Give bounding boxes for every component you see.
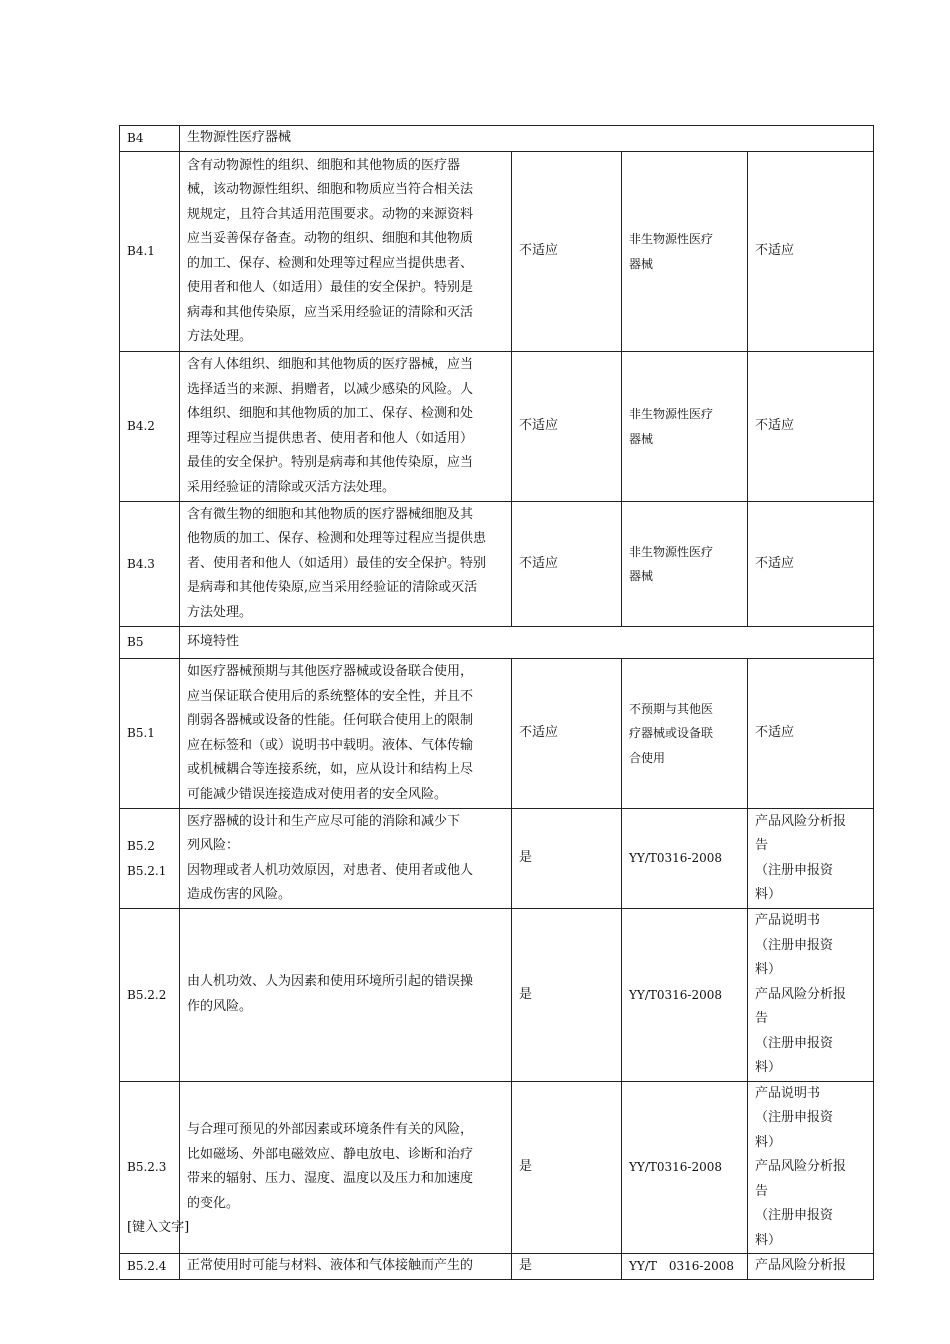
- document-cell-line: 料）: [755, 1134, 782, 1150]
- document-cell-line: 不适应: [755, 725, 795, 741]
- clause-description-line: 使用者和他人（如适用）最佳的安全保护。特别是: [187, 280, 474, 295]
- document-cell-line: （注册申报资: [755, 862, 834, 878]
- table-row: [120, 659, 874, 809]
- clause-description-line: 含有动物源性的组织、细胞和其他物质的医疗器: [187, 157, 461, 173]
- document-cell-line: 告: [755, 838, 769, 853]
- table-body: [120, 126, 874, 1280]
- clause-description-line: 如医疗器械预期与其他医疗器械或设备联合使用，: [187, 664, 474, 679]
- document-cell: [748, 1254, 874, 1280]
- clause-description: [180, 659, 512, 809]
- applicable-cell: 是: [512, 1254, 622, 1280]
- table-row: [120, 809, 874, 909]
- clause-description: [180, 1081, 512, 1254]
- table-row: [120, 352, 874, 502]
- table-row: [120, 1254, 874, 1280]
- table-row: [120, 152, 874, 352]
- clause-code-line: B4.1: [127, 244, 155, 259]
- clause-description-line: 与合理可预见的外部因素或环境条件有关的风险，: [187, 1122, 474, 1138]
- clause-code-line: B5.2.4: [127, 1259, 167, 1274]
- method-cell-line: YY/T0316-2008: [629, 987, 723, 1002]
- clause-code-line: B5.2: [127, 839, 155, 853]
- clause-description-line: 选择适当的来源、捐赠者，以减少感染的风险。人: [187, 381, 474, 397]
- clause-code: [120, 352, 180, 502]
- method-cell-line: 不预期与其他医: [629, 701, 714, 716]
- applicable-cell: 是: [512, 809, 622, 909]
- clause-description: [180, 909, 512, 1082]
- clause-description-line: 的变化。: [187, 1195, 240, 1211]
- document-cell-line: （注册申报资: [755, 1035, 834, 1051]
- method-cell-line: 非生物源性医疗: [629, 232, 714, 246]
- document-cell-line: 料）: [755, 887, 782, 902]
- clause-code-line: B4.2: [127, 419, 155, 434]
- section-title: 环境特性: [180, 627, 874, 659]
- method-cell-line: 疗器械或设备联: [629, 726, 714, 741]
- section-title: 生物源性医疗器械: [180, 126, 874, 152]
- clause-description-line: 体组织、细胞和其他物质的加工、保存、检测和处: [187, 406, 474, 421]
- method-cell-line: YY/T0316-2008: [629, 851, 723, 866]
- clause-description: [180, 502, 512, 627]
- document-cell: [748, 909, 874, 1082]
- table-row: [120, 1081, 874, 1254]
- method-cell: [622, 352, 748, 502]
- clause-description-line: 由人机功效、人为因素和使用环境所引起的错误操: [187, 974, 474, 990]
- clause-description-line: 作的风险。: [187, 998, 253, 1014]
- document-cell-line: 不适应: [755, 555, 795, 571]
- document-cell: [748, 502, 874, 627]
- document-cell-line: 料）: [755, 962, 782, 977]
- clause-description: [180, 152, 512, 352]
- document-cell-line: 产品说明书: [755, 1085, 821, 1101]
- section-row: [120, 126, 874, 152]
- clause-code-line: B4.3: [127, 556, 155, 571]
- clause-description-line: 医疗器械的设计和生产应尽可能的消除和减少下: [187, 813, 461, 829]
- clause-description-line: 因物理或者人机功效原因，对患者、使用者或他人: [187, 862, 474, 878]
- clause-description-line: 列风险：: [187, 838, 240, 853]
- applicable-cell: 不适应: [512, 659, 622, 809]
- method-cell: [622, 809, 748, 909]
- clause-code-line: B5.1: [127, 726, 155, 741]
- document-cell-line: 告: [755, 1011, 769, 1026]
- section-row: [120, 627, 874, 659]
- method-cell-line: YY/T0316-2008: [629, 1160, 723, 1174]
- table-row: [120, 502, 874, 627]
- method-cell-line: 器械: [629, 256, 654, 271]
- document-cell-line: 料）: [755, 1232, 782, 1248]
- document-cell: [748, 809, 874, 909]
- document-cell: [748, 152, 874, 352]
- clause-description: [180, 352, 512, 502]
- applicable-cell: 是: [512, 909, 622, 1082]
- table-row: [120, 909, 874, 1082]
- clause-description-line: 方法处理。: [187, 329, 253, 344]
- clause-description-line: 病毒和其他传染原，应当采用经验证的清除和灭活: [187, 304, 474, 320]
- document-cell-line: 产品说明书: [755, 913, 821, 928]
- clause-description-line: 应当保证联合使用后的系统整体的安全性，并且不: [187, 688, 474, 704]
- clause-code: [120, 1254, 180, 1280]
- clause-description-line: 是病毒和其他传染原,应当采用经验证的清除或灭活: [187, 580, 478, 596]
- method-cell-line: 合使用: [629, 750, 666, 765]
- document-cell: [748, 1081, 874, 1254]
- method-cell: [622, 659, 748, 809]
- method-cell-line: 器械: [629, 569, 654, 583]
- method-cell: [622, 152, 748, 352]
- clause-code-line: B5.2.2: [127, 987, 167, 1002]
- clause-description: [180, 1254, 512, 1280]
- document-cell-line: （注册申报资: [755, 1110, 834, 1125]
- document-cell-line: 产品风险分析报: [755, 813, 847, 829]
- document-cell-line: （注册申报资: [755, 937, 834, 953]
- document-cell-line: 产品风险分析报: [755, 1258, 847, 1274]
- clause-description-line: 理等过程应当提供患者、使用者和他人（如适用）: [187, 430, 474, 446]
- clause-description-line: 应当妥善保存备查。动物的组织、细胞和其他物质: [187, 231, 474, 246]
- method-cell: [622, 502, 748, 627]
- clause-description-line: 含有微生物的细胞和其他物质的医疗器械细胞及其: [187, 506, 474, 522]
- document-cell-line: 料）: [755, 1060, 782, 1075]
- clause-code: [120, 502, 180, 627]
- clause-code: [120, 152, 180, 352]
- requirements-table: [119, 125, 874, 1280]
- document-cell: [748, 352, 874, 502]
- footer-placeholder: [键入文字]: [127, 1220, 190, 1235]
- clause-code: [120, 909, 180, 1082]
- clause-description-line: 者、使用者和他人（如适用）最佳的安全保护。特别: [187, 555, 487, 571]
- method-cell-line: 非生物源性医疗: [629, 544, 714, 559]
- clause-description-line: 或机械耦合等连接系统，如，应从设计和结构上尽: [187, 762, 474, 777]
- clause-code: [120, 809, 180, 909]
- clause-description-line: 的加工、保存、检测和处理等过程应当提供患者、: [187, 255, 474, 271]
- clause-description: [180, 809, 512, 909]
- method-cell-line: 非生物源性医疗: [629, 407, 714, 421]
- document-cell-line: 告: [755, 1183, 769, 1199]
- method-cell: [622, 1081, 748, 1254]
- clause-description-line: 方法处理。: [187, 604, 253, 620]
- clause-code: [120, 659, 180, 809]
- document-cell-line: 产品风险分析报: [755, 986, 847, 1002]
- clause-description-line: 规规定，且符合其适用范围要求。动物的来源资料: [187, 206, 474, 222]
- clause-description-line: 带来的辐射、压力、湿度、温度以及压力和加速度: [187, 1171, 474, 1187]
- clause-description-line: 采用经验证的清除或灭活方法处理。: [187, 479, 396, 495]
- document-cell-line: （注册申报资: [755, 1208, 834, 1223]
- section-code: B5: [120, 627, 180, 659]
- clause-code-line: B5.2.1: [127, 863, 167, 878]
- clause-description-line: 最佳的安全保护。特别是病毒和其他传染原，应当: [187, 455, 474, 470]
- document-cell-line: 不适应: [755, 243, 795, 259]
- clause-description-line: 可能减少错误连接造成对使用者的安全风险。: [187, 786, 448, 802]
- clause-description-line: 他物质的加工、保存、检测和处理等过程应当提供患: [187, 531, 487, 547]
- method-cell: [622, 909, 748, 1082]
- method-cell-line: YY/T 0316-2008: [629, 1259, 735, 1274]
- document-cell: [748, 659, 874, 809]
- method-cell-line: 器械: [629, 431, 654, 446]
- clause-description-line: 械，该动物源性组织、细胞和物质应当符合相关法: [187, 182, 474, 197]
- applicable-cell: 不适应: [512, 352, 622, 502]
- clause-description-line: 含有人体组织、细胞和其他物质的医疗器械，应当: [187, 357, 474, 372]
- clause-description-line: 比如磁场、外部电磁效应、静电放电、诊断和治疗: [187, 1146, 474, 1162]
- clause-description-line: 削弱各器械或设备的性能。任何联合使用上的限制: [187, 713, 474, 728]
- document-cell-line: 不适应: [755, 418, 795, 434]
- clause-description-line: 造成伤害的风险。: [187, 887, 292, 902]
- clause-description-line: 应在标签和（或）说明书中载明。液体、气体传输: [187, 737, 474, 753]
- clause-description-line: 正常使用时可能与材料、液体和气体接触而产生的: [187, 1258, 474, 1274]
- clause-code-line: B5.2.3: [127, 1160, 167, 1174]
- applicable-cell: 不适应: [512, 502, 622, 627]
- applicable-cell: 是: [512, 1081, 622, 1254]
- document-cell-line: 产品风险分析报: [755, 1159, 847, 1174]
- method-cell: [622, 1254, 748, 1280]
- section-code: B4: [120, 126, 180, 152]
- applicable-cell: 不适应: [512, 152, 622, 352]
